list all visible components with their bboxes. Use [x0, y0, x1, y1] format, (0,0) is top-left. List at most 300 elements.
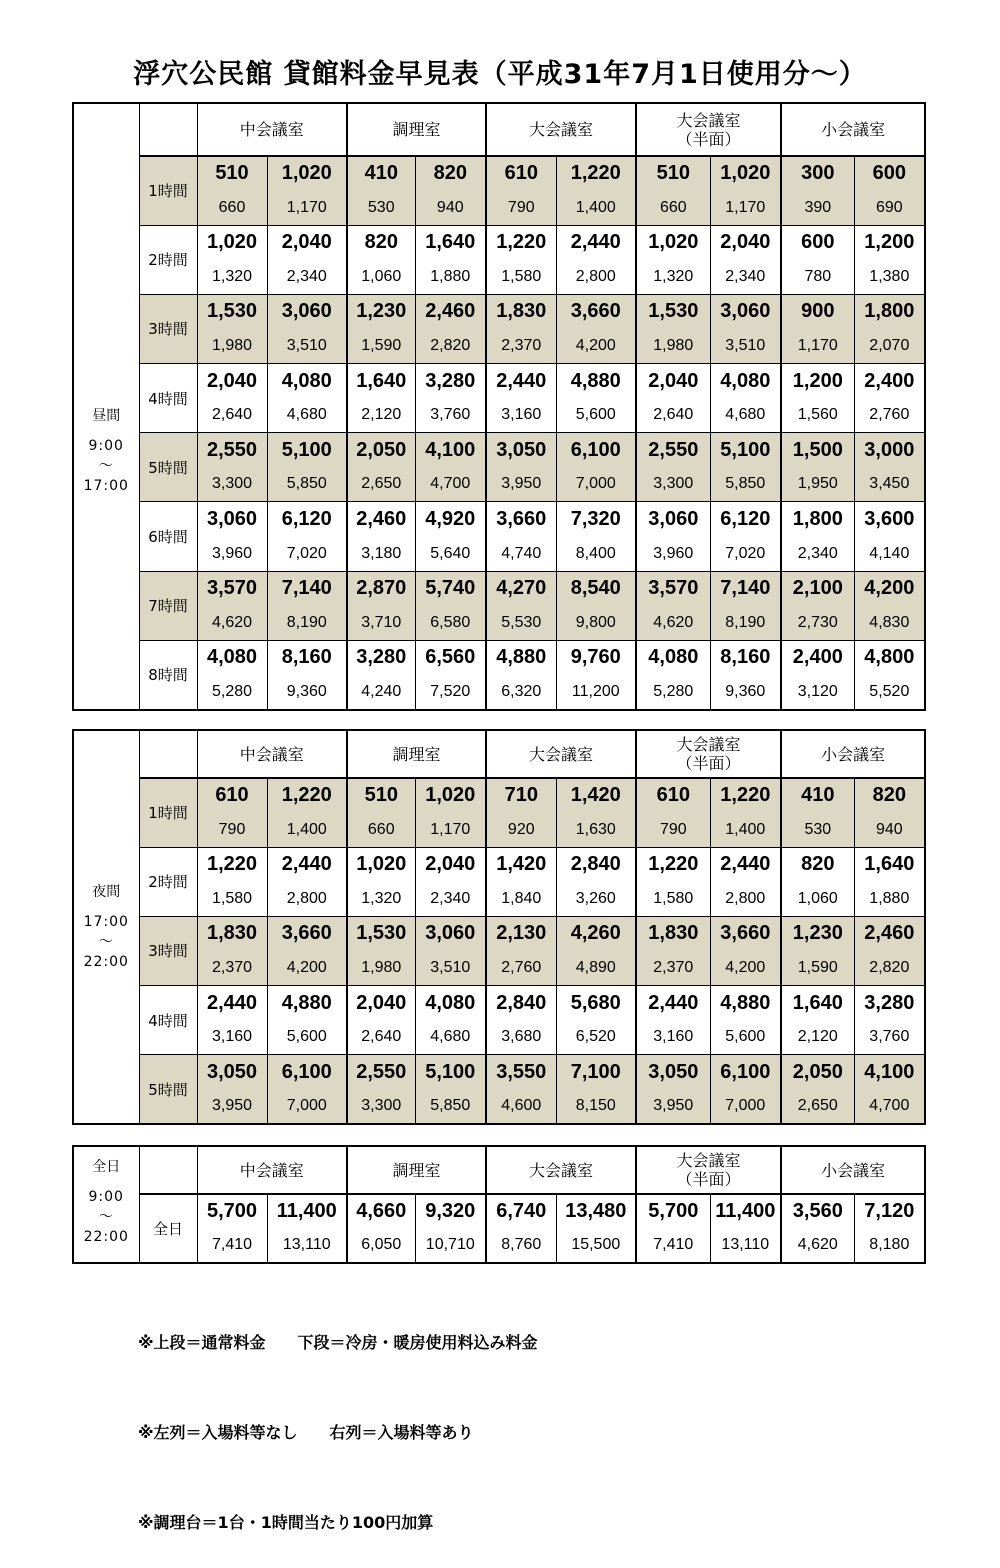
price-lower: 3,450 [854, 467, 925, 502]
period-cell [73, 103, 139, 710]
price-upper: 4,080 [415, 986, 486, 1021]
price-lower: 8,190 [267, 606, 347, 641]
price-upper: 9,320 [415, 1194, 486, 1229]
price-upper: 5,740 [415, 571, 486, 606]
price-lower: 2,070 [854, 329, 925, 364]
rate-table [72, 729, 926, 1125]
price-row-lower [73, 398, 925, 433]
price-lower: 4,200 [556, 329, 636, 364]
price-lower: 3,960 [636, 537, 710, 572]
price-upper: 3,060 [197, 502, 267, 537]
price-row-lower [73, 675, 925, 710]
price-upper: 3,660 [486, 502, 556, 537]
price-lower: 2,640 [197, 398, 267, 433]
corner-cell [139, 1146, 197, 1194]
price-upper: 820 [415, 156, 486, 191]
price-lower: 5,600 [556, 398, 636, 433]
price-upper: 5,680 [556, 986, 636, 1021]
price-lower: 2,640 [636, 398, 710, 433]
duration-label: 3時間 [148, 320, 188, 339]
price-upper: 5,700 [197, 1194, 267, 1229]
duration-cell [139, 294, 197, 363]
price-lower: 2,120 [347, 398, 415, 433]
price-upper: 3,280 [854, 986, 925, 1021]
price-upper: 2,460 [347, 502, 415, 537]
price-upper: 7,140 [267, 571, 347, 606]
duration-label: 5時間 [148, 458, 188, 477]
room-header [197, 730, 347, 778]
price-lower: 3,160 [486, 398, 556, 433]
price-upper: 1,420 [486, 847, 556, 882]
price-row-lower [73, 260, 925, 295]
price-lower: 3,510 [710, 329, 781, 364]
room-header [636, 1146, 781, 1194]
price-lower: 5,600 [710, 1020, 781, 1055]
price-upper: 6,560 [415, 640, 486, 675]
price-upper: 9,760 [556, 640, 636, 675]
price-row-upper [73, 364, 925, 399]
price-upper: 5,100 [710, 433, 781, 468]
price-upper: 1,800 [854, 294, 925, 329]
price-upper: 3,570 [197, 571, 267, 606]
price-lower: 1,170 [781, 329, 854, 364]
price-lower: 5,850 [267, 467, 347, 502]
price-upper: 1,020 [710, 156, 781, 191]
price-lower: 530 [781, 813, 854, 848]
price-upper: 1,220 [197, 847, 267, 882]
price-row-upper [73, 156, 925, 191]
price-upper: 2,040 [347, 986, 415, 1021]
price-upper: 1,530 [197, 294, 267, 329]
price-lower: 5,850 [710, 467, 781, 502]
price-upper: 8,160 [267, 640, 347, 675]
price-upper: 4,260 [556, 916, 636, 951]
period-cell [73, 1146, 139, 1263]
room-header [197, 1146, 347, 1194]
duration-label: 1時間 [148, 182, 188, 201]
price-upper: 8,540 [556, 571, 636, 606]
price-lower: 940 [854, 813, 925, 848]
price-upper: 2,130 [486, 916, 556, 951]
price-lower: 7,410 [636, 1229, 710, 1264]
duration-label: 6時間 [148, 528, 188, 547]
price-upper: 3,570 [636, 571, 710, 606]
price-row-upper [73, 1055, 925, 1090]
price-upper: 3,060 [710, 294, 781, 329]
price-upper: 2,460 [415, 294, 486, 329]
price-row-lower [73, 882, 925, 917]
price-upper: 4,080 [636, 640, 710, 675]
price-lower: 2,650 [781, 1089, 854, 1124]
duration-cell [139, 225, 197, 294]
price-lower: 5,280 [636, 675, 710, 710]
price-row-upper [73, 433, 925, 468]
duration-cell [139, 847, 197, 916]
price-lower: 1,380 [854, 260, 925, 295]
price-lower: 15,500 [556, 1229, 636, 1264]
price-lower: 5,640 [415, 537, 486, 572]
price-upper: 610 [636, 778, 710, 813]
price-lower: 3,950 [486, 467, 556, 502]
price-upper: 7,100 [556, 1055, 636, 1090]
price-row-lower [73, 813, 925, 848]
price-lower: 6,320 [486, 675, 556, 710]
price-lower: 6,520 [556, 1020, 636, 1055]
price-lower: 5,850 [415, 1089, 486, 1124]
price-upper: 4,880 [710, 986, 781, 1021]
period-box [74, 882, 139, 972]
price-upper: 2,050 [781, 1055, 854, 1090]
price-row-upper [73, 847, 925, 882]
price-lower: 2,760 [486, 951, 556, 986]
room-name: 調理室 [392, 1160, 441, 1180]
price-upper: 3,660 [710, 916, 781, 951]
price-lower: 9,360 [710, 675, 781, 710]
price-lower: 4,620 [636, 606, 710, 641]
duration-cell [139, 1194, 197, 1263]
price-lower: 1,170 [710, 191, 781, 226]
price-row-upper [73, 778, 925, 813]
price-upper: 3,550 [486, 1055, 556, 1090]
corner-cell [139, 103, 197, 156]
price-upper: 1,530 [347, 916, 415, 951]
price-upper: 4,080 [267, 364, 347, 399]
price-lower: 2,120 [781, 1020, 854, 1055]
price-lower: 1,320 [197, 260, 267, 295]
price-lower: 5,520 [854, 675, 925, 710]
price-lower: 3,960 [197, 537, 267, 572]
room-name: 調理室 [392, 120, 441, 139]
price-lower: 4,890 [556, 951, 636, 986]
price-upper: 1,020 [347, 847, 415, 882]
price-upper: 11,400 [710, 1194, 781, 1229]
price-lower: 2,340 [415, 882, 486, 917]
price-lower: 1,840 [486, 882, 556, 917]
price-upper: 1,220 [267, 778, 347, 813]
room-subname: （半面） [676, 754, 741, 773]
price-lower: 3,120 [781, 675, 854, 710]
price-lower: 4,140 [854, 537, 925, 572]
price-upper: 2,550 [636, 433, 710, 468]
price-lower: 1,060 [347, 260, 415, 295]
price-row-upper [73, 1194, 925, 1229]
price-lower: 2,820 [854, 951, 925, 986]
price-upper: 410 [781, 778, 854, 813]
price-lower: 3,300 [197, 467, 267, 502]
price-lower: 3,260 [556, 882, 636, 917]
price-lower: 2,340 [781, 537, 854, 572]
price-upper: 1,830 [486, 294, 556, 329]
period-time: ～ [98, 933, 114, 950]
price-lower: 2,370 [486, 329, 556, 364]
price-lower: 4,680 [415, 1020, 486, 1055]
price-upper: 610 [486, 156, 556, 191]
duration-cell [139, 502, 197, 571]
duration-cell [139, 916, 197, 985]
price-upper: 4,880 [556, 364, 636, 399]
price-lower: 1,580 [636, 882, 710, 917]
price-lower: 2,640 [347, 1020, 415, 1055]
price-upper: 2,400 [854, 364, 925, 399]
price-lower: 4,620 [197, 606, 267, 641]
price-lower: 2,760 [854, 398, 925, 433]
price-upper: 1,220 [556, 156, 636, 191]
duration-label: 7時間 [148, 597, 188, 616]
price-lower: 3,160 [636, 1020, 710, 1055]
price-lower: 690 [854, 191, 925, 226]
price-upper: 3,050 [197, 1055, 267, 1090]
price-upper: 3,600 [854, 502, 925, 537]
price-lower: 10,710 [415, 1229, 486, 1264]
price-lower: 5,530 [486, 606, 556, 641]
room-header [347, 103, 486, 156]
price-upper: 4,880 [486, 640, 556, 675]
price-row-upper [73, 640, 925, 675]
price-upper: 300 [781, 156, 854, 191]
room-header [486, 103, 636, 156]
price-lower: 3,510 [267, 329, 347, 364]
price-row-upper [73, 916, 925, 951]
price-lower: 4,680 [267, 398, 347, 433]
price-upper: 1,640 [347, 364, 415, 399]
price-upper: 1,020 [197, 225, 267, 260]
duration-label: 3時間 [148, 942, 188, 961]
price-lower: 1,400 [556, 191, 636, 226]
price-upper: 2,040 [710, 225, 781, 260]
price-lower: 920 [486, 813, 556, 848]
price-lower: 4,680 [710, 398, 781, 433]
price-row-upper [73, 294, 925, 329]
price-upper: 2,040 [267, 225, 347, 260]
price-upper: 1,220 [486, 225, 556, 260]
price-upper: 510 [636, 156, 710, 191]
price-lower: 7,000 [267, 1089, 347, 1124]
price-lower: 2,340 [267, 260, 347, 295]
price-upper: 2,870 [347, 571, 415, 606]
room-header [636, 730, 781, 778]
price-row-lower [73, 951, 925, 986]
price-lower: 8,180 [854, 1229, 925, 1264]
room-name: 大会議室 [676, 1151, 741, 1170]
price-lower: 1,400 [267, 813, 347, 848]
duration-cell [139, 1055, 197, 1124]
period-box [74, 316, 139, 496]
price-lower: 4,240 [347, 675, 415, 710]
price-upper: 710 [486, 778, 556, 813]
price-upper: 820 [347, 225, 415, 260]
price-lower: 1,980 [197, 329, 267, 364]
price-upper: 4,100 [854, 1055, 925, 1090]
price-upper: 1,830 [197, 916, 267, 951]
price-lower: 4,620 [781, 1229, 854, 1264]
price-lower: 3,680 [486, 1020, 556, 1055]
period-time: ～ [98, 1209, 114, 1225]
duration-label: 2時間 [148, 251, 188, 270]
price-lower: 3,510 [415, 951, 486, 986]
price-upper: 2,440 [197, 986, 267, 1021]
price-upper: 1,220 [710, 778, 781, 813]
period-time: 22:00 [83, 953, 129, 970]
price-lower: 4,740 [486, 537, 556, 572]
price-lower: 2,800 [710, 882, 781, 917]
price-lower: 1,590 [347, 329, 415, 364]
duration-cell [139, 364, 197, 433]
price-row-lower [73, 606, 925, 641]
corner-cell [139, 730, 197, 778]
price-lower: 3,760 [854, 1020, 925, 1055]
price-lower: 1,580 [197, 882, 267, 917]
price-upper: 6,100 [710, 1055, 781, 1090]
price-upper: 4,660 [347, 1194, 415, 1229]
price-lower: 4,700 [854, 1089, 925, 1124]
price-lower: 3,950 [636, 1089, 710, 1124]
price-lower: 1,170 [267, 191, 347, 226]
price-upper: 1,420 [556, 778, 636, 813]
price-lower: 1,880 [854, 882, 925, 917]
price-upper: 3,560 [781, 1194, 854, 1229]
price-upper: 3,050 [636, 1055, 710, 1090]
price-upper: 600 [854, 156, 925, 191]
price-upper: 410 [347, 156, 415, 191]
price-upper: 2,040 [636, 364, 710, 399]
price-upper: 2,400 [781, 640, 854, 675]
price-lower: 2,820 [415, 329, 486, 364]
price-row-lower [73, 1229, 925, 1264]
price-upper: 3,060 [267, 294, 347, 329]
price-upper: 2,440 [710, 847, 781, 882]
price-lower: 790 [486, 191, 556, 226]
price-row-lower [73, 537, 925, 572]
duration-label: 4時間 [148, 1011, 188, 1030]
room-header [347, 1146, 486, 1194]
price-lower: 660 [347, 813, 415, 848]
price-lower: 1,980 [636, 329, 710, 364]
price-upper: 2,040 [197, 364, 267, 399]
price-upper: 820 [854, 778, 925, 813]
room-header [781, 103, 925, 156]
price-upper: 3,280 [415, 364, 486, 399]
period-label: 夜間 [92, 883, 121, 900]
price-lower: 9,800 [556, 606, 636, 641]
room-name: 大会議室 [529, 1160, 594, 1180]
price-upper: 3,660 [556, 294, 636, 329]
price-upper: 4,270 [486, 571, 556, 606]
price-lower: 4,830 [854, 606, 925, 641]
price-upper: 900 [781, 294, 854, 329]
price-upper: 2,440 [556, 225, 636, 260]
price-lower: 6,050 [347, 1229, 415, 1264]
price-upper: 3,000 [854, 433, 925, 468]
price-row-lower [73, 1020, 925, 1055]
price-upper: 3,060 [636, 502, 710, 537]
price-upper: 2,460 [854, 916, 925, 951]
price-lower: 3,300 [347, 1089, 415, 1124]
price-upper: 4,080 [197, 640, 267, 675]
duration-label: 4時間 [148, 389, 188, 408]
room-header [486, 730, 636, 778]
price-upper: 8,160 [710, 640, 781, 675]
duration-label: 8時間 [148, 666, 188, 685]
price-lower: 4,700 [415, 467, 486, 502]
price-upper: 1,200 [854, 225, 925, 260]
price-lower: 1,060 [781, 882, 854, 917]
price-upper: 2,440 [636, 986, 710, 1021]
price-upper: 2,840 [556, 847, 636, 882]
price-lower: 2,650 [347, 467, 415, 502]
price-lower: 8,190 [710, 606, 781, 641]
duration-cell [139, 433, 197, 502]
room-name: 大会議室 [676, 110, 741, 130]
price-row-upper [73, 225, 925, 260]
price-row-lower [73, 1089, 925, 1124]
price-lower: 4,200 [267, 951, 347, 986]
price-lower: 1,880 [415, 260, 486, 295]
duration-label: 全日 [152, 1220, 183, 1239]
price-lower: 3,160 [197, 1020, 267, 1055]
price-lower: 2,340 [710, 260, 781, 295]
price-lower: 4,600 [486, 1089, 556, 1124]
room-name: 大会議室 [676, 735, 741, 754]
price-upper: 1,220 [636, 847, 710, 882]
price-row-upper [73, 571, 925, 606]
price-upper: 1,640 [781, 986, 854, 1021]
price-upper: 6,740 [486, 1194, 556, 1229]
price-lower: 3,760 [415, 398, 486, 433]
room-name: 小会議室 [821, 120, 886, 139]
price-upper: 2,840 [486, 986, 556, 1021]
room-header [197, 103, 347, 156]
room-subname: （半面） [676, 129, 741, 149]
price-row-lower [73, 329, 925, 364]
price-upper: 1,500 [781, 433, 854, 468]
price-upper: 1,530 [636, 294, 710, 329]
price-lower: 13,110 [710, 1229, 781, 1264]
rate-table [72, 1145, 926, 1264]
price-upper: 2,040 [415, 847, 486, 882]
price-upper: 11,400 [267, 1194, 347, 1229]
price-upper: 4,080 [710, 364, 781, 399]
price-lower: 5,600 [267, 1020, 347, 1055]
price-upper: 1,200 [781, 364, 854, 399]
room-name: 中会議室 [239, 120, 304, 139]
price-upper: 1,640 [854, 847, 925, 882]
price-upper: 7,140 [710, 571, 781, 606]
room-name: 大会議室 [529, 744, 594, 764]
price-row-upper [73, 986, 925, 1021]
price-lower: 2,370 [197, 951, 267, 986]
price-lower: 1,320 [347, 882, 415, 917]
period-box [74, 1147, 139, 1247]
price-lower: 1,580 [486, 260, 556, 295]
room-header [636, 103, 781, 156]
note-line: ※調理台＝1台・1時間当たり100円加算 [138, 1513, 434, 1532]
duration-label: 2時間 [148, 873, 188, 892]
price-lower: 8,760 [486, 1229, 556, 1264]
price-lower: 8,150 [556, 1089, 636, 1124]
price-upper: 2,550 [197, 433, 267, 468]
price-lower: 7,000 [556, 467, 636, 502]
period-time: 17:00 [83, 478, 129, 495]
price-upper: 3,280 [347, 640, 415, 675]
price-upper: 510 [347, 778, 415, 813]
price-lower: 5,280 [197, 675, 267, 710]
price-upper: 1,830 [636, 916, 710, 951]
price-lower: 6,580 [415, 606, 486, 641]
price-lower: 940 [415, 191, 486, 226]
room-header [347, 730, 486, 778]
price-lower: 3,300 [636, 467, 710, 502]
price-lower: 11,200 [556, 675, 636, 710]
